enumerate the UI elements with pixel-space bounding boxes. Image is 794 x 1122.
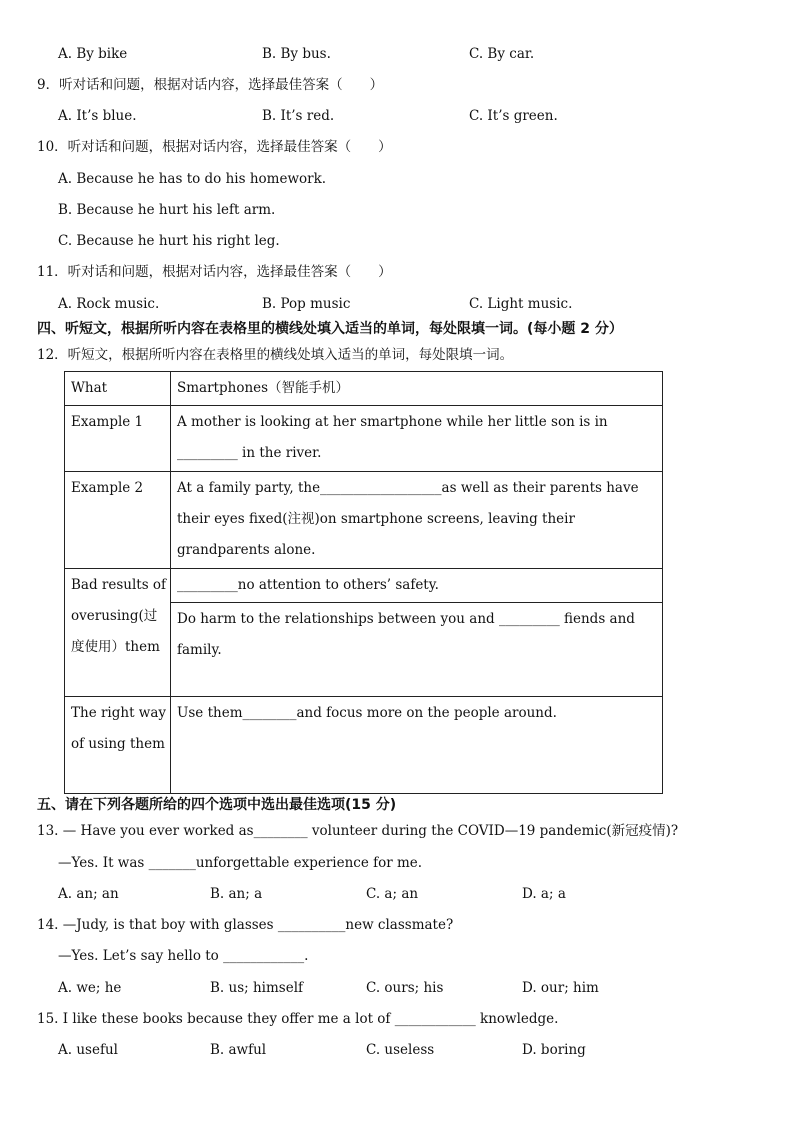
q13-option-a[interactable]: A. an; an: [58, 886, 119, 902]
q15-option-d[interactable]: D. boring: [522, 1042, 586, 1058]
q13-option-c[interactable]: C. a; an: [366, 886, 419, 902]
table-example2-label: Example 2: [65, 472, 171, 569]
q9-stem: 9．听对话和问题，根据对话内容，选择最佳答案（ ）: [37, 77, 384, 93]
table-right-way-label: The right way of using them: [65, 697, 171, 794]
table-example2-text[interactable]: At a family party, the__________________as well as their parents have their eyes fixed(注视)on smartphone screens, leaving their grandparents alone.: [171, 472, 663, 569]
q10-option-a[interactable]: A. Because he has to do his homework.: [58, 171, 327, 187]
q15-option-c[interactable]: C. useless: [366, 1042, 435, 1058]
table-example1-label: Example 1: [65, 406, 171, 472]
q10-stem: 10．听对话和问题，根据对话内容，选择最佳答案（ ）: [37, 139, 392, 155]
q15-option-a[interactable]: A. useful: [58, 1042, 118, 1058]
q9-option-a[interactable]: A. It’s blue.: [58, 108, 137, 124]
q11-option-c[interactable]: C. Light music.: [469, 296, 573, 312]
table-bad-results-text-2[interactable]: Do harm to the relationships between you and _________ fiends and family.: [171, 603, 663, 697]
q14-option-d[interactable]: D. our; him: [522, 980, 599, 996]
q10-option-b[interactable]: B. Because he hurt his left arm.: [58, 202, 276, 218]
q12-stem: 12．听短文，根据所听内容在表格里的横线处填入适当的单词，每处限填一词。: [37, 347, 514, 363]
q10-option-c[interactable]: C. Because he hurt his right leg.: [58, 233, 280, 249]
section-4-heading: 四、听短文，根据所听内容在表格里的横线处填入适当的单词，每处限填一词。(每小题 2 分）: [37, 321, 623, 337]
table-what-value: Smartphones（智能手机）: [171, 372, 663, 406]
q11-option-b[interactable]: B. Pop music: [262, 296, 351, 312]
table-bad-results-label: Bad results of overusing(过度使用）them: [65, 569, 171, 697]
q11-option-a[interactable]: A. Rock music.: [58, 296, 160, 312]
q13-option-d[interactable]: D. a; a: [522, 886, 566, 902]
table-bad-results-text-1[interactable]: _________no attention to others’ safety.: [171, 569, 663, 603]
table-example1-text[interactable]: A mother is looking at her smartphone while her little son is in _________ in the river.: [171, 406, 663, 472]
table-what-label: What: [65, 372, 171, 406]
q8-option-b[interactable]: B. By bus.: [262, 46, 331, 62]
q14-option-a[interactable]: A. we; he: [58, 980, 122, 996]
q13-line-2: —Yes. It was _______unforgettable experience for me.: [58, 855, 423, 871]
q14-option-b[interactable]: B. us; himself: [210, 980, 304, 996]
section-5-heading: 五、请在下列各题所给的四个选项中选出最佳选项(15 分): [37, 797, 397, 813]
q13-line-1: 13. — Have you ever worked as________ volunteer during the COVID—19 pandemic(新冠疫情)?: [37, 823, 679, 839]
q11-stem: 11．听对话和问题，根据对话内容，选择最佳答案（ ）: [37, 264, 392, 280]
q8-option-a[interactable]: A. By bike: [58, 46, 128, 62]
q14-line-2: —Yes. Let’s say hello to ____________.: [58, 948, 309, 964]
q14-line-1: 14. —Judy, is that boy with glasses __________new classmate?: [37, 917, 454, 933]
q9-option-c[interactable]: C. It’s green.: [469, 108, 558, 124]
q13-option-b[interactable]: B. an; a: [210, 886, 263, 902]
q15-line-1: 15. I like these books because they offer me a lot of ____________ knowledge.: [37, 1011, 559, 1027]
q12-table: [64, 371, 663, 794]
q8-option-c[interactable]: C. By car.: [469, 46, 535, 62]
q9-option-b[interactable]: B. It’s red.: [262, 108, 335, 124]
q14-option-c[interactable]: C. ours; his: [366, 980, 444, 996]
table-right-way-text[interactable]: Use them________and focus more on the people around.: [171, 697, 663, 794]
q15-option-b[interactable]: B. awful: [210, 1042, 267, 1058]
